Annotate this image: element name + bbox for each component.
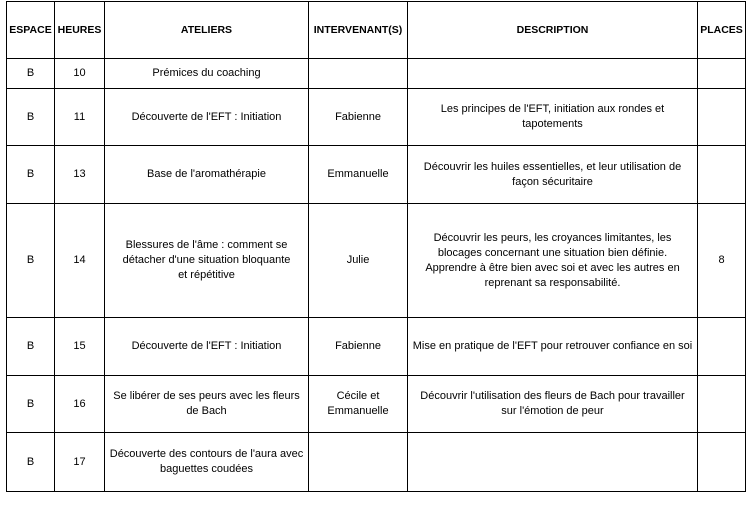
- cell-atelier: Blessures de l'âme : comment se détacher d'une situation bloquante et répétitive: [105, 204, 309, 318]
- table-row: [7, 433, 746, 492]
- cell-espace: B: [7, 376, 55, 433]
- table-row: [7, 89, 746, 146]
- cell-heures: 16: [55, 376, 105, 433]
- cell-places: [698, 89, 746, 146]
- cell-description: Découvrir les peurs, les croyances limitantes, les blocages concernant une situation bien définie. Apprendre à être bien avec soi et avec les autres en reprenant sa responsabilité.: [408, 204, 698, 318]
- cell-atelier: Se libérer de ses peurs avec les fleurs de Bach: [105, 376, 309, 433]
- cell-places: [698, 376, 746, 433]
- cell-espace: B: [7, 204, 55, 318]
- cell-espace: B: [7, 433, 55, 492]
- cell-heures: 13: [55, 146, 105, 204]
- cell-espace: B: [7, 146, 55, 204]
- cell-places: 8: [698, 204, 746, 318]
- cell-places: [698, 146, 746, 204]
- table-row: [7, 318, 746, 376]
- cell-intervenants: Julie: [309, 204, 408, 318]
- cell-atelier: Découverte de l'EFT : Initiation: [105, 318, 309, 376]
- cell-description: [408, 433, 698, 492]
- cell-heures: 14: [55, 204, 105, 318]
- cell-atelier: Découverte de l'EFT : Initiation: [105, 89, 309, 146]
- cell-espace: B: [7, 59, 55, 89]
- cell-intervenants: Cécile et Emmanuelle: [309, 376, 408, 433]
- cell-heures: 17: [55, 433, 105, 492]
- cell-atelier: Prémices du coaching: [105, 59, 309, 89]
- header-row: [7, 2, 746, 59]
- header-intervenants: INTERVENANT(S): [309, 2, 408, 59]
- cell-intervenants: Emmanuelle: [309, 146, 408, 204]
- header-description: DESCRIPTION: [408, 2, 698, 59]
- cell-description: Découvrir l'utilisation des fleurs de Bach pour travailler sur l'émotion de peur: [408, 376, 698, 433]
- cell-description: Découvrir les huiles essentielles, et leur utilisation de façon sécuritaire: [408, 146, 698, 204]
- cell-places: [698, 59, 746, 89]
- table-row: [7, 376, 746, 433]
- cell-intervenants: Fabienne: [309, 89, 408, 146]
- header-espace: ESPACE: [7, 2, 55, 59]
- cell-heures: 10: [55, 59, 105, 89]
- cell-description: Les principes de l'EFT, initiation aux rondes et tapotements: [408, 89, 698, 146]
- cell-atelier: Base de l'aromathérapie: [105, 146, 309, 204]
- workshop-schedule-table: [6, 1, 746, 492]
- table-row: [7, 204, 746, 318]
- cell-espace: B: [7, 89, 55, 146]
- header-ateliers: ATELIERS: [105, 2, 309, 59]
- cell-heures: 11: [55, 89, 105, 146]
- cell-intervenants: [309, 433, 408, 492]
- header-heures: HEURES: [55, 2, 105, 59]
- cell-description: [408, 59, 698, 89]
- cell-heures: 15: [55, 318, 105, 376]
- cell-description: Mise en pratique de l'EFT pour retrouver confiance en soi: [408, 318, 698, 376]
- cell-espace: B: [7, 318, 55, 376]
- header-places: PLACES: [698, 2, 746, 59]
- table-row: [7, 146, 746, 204]
- cell-intervenants: Fabienne: [309, 318, 408, 376]
- cell-places: [698, 433, 746, 492]
- table-row: [7, 59, 746, 89]
- cell-places: [698, 318, 746, 376]
- cell-atelier: Découverte des contours de l'aura avec baguettes coudées: [105, 433, 309, 492]
- cell-intervenants: [309, 59, 408, 89]
